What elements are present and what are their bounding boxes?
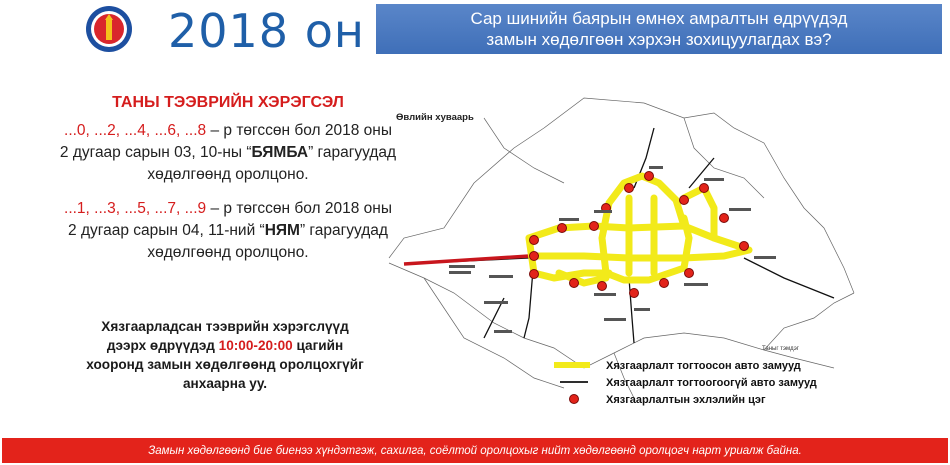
restricted-north-ring xyxy=(609,176,684,226)
legend-restricted: Хязгаарлалт тогтоосон авто замууд xyxy=(606,360,801,372)
odd-plate-rule xyxy=(58,198,398,264)
restricted-peace-avenue xyxy=(534,250,749,258)
start-point xyxy=(680,196,689,205)
start-point xyxy=(700,184,709,193)
start-point xyxy=(660,279,669,288)
region-label: Өвлийн хуваарь xyxy=(396,112,474,123)
start-point xyxy=(625,184,634,193)
start-point xyxy=(590,222,599,231)
unrestricted-road-ne xyxy=(689,158,714,188)
footer-banner: Замын хөдөлгөөнд бие биенээ хүндэтгэж, сахилга, соёлтой оролцохыг нийт хөдөлгөөнд оролцогч нарт уриалж байна. xyxy=(2,438,948,463)
start-point xyxy=(530,252,539,261)
start-point xyxy=(740,242,749,251)
start-point xyxy=(530,270,539,279)
page-title-year: 2018 он xyxy=(168,4,365,58)
banner-line-2: замын хөдөлгөөн хэрхэн зохицуулагдах вэ? xyxy=(486,30,832,49)
note-text-end: цагийн хооронд замын хөдөлгөөнд оролцохгүйг анхаарна уу. xyxy=(86,338,364,391)
legend-start-point: Хязгаарлалтын эхлэлийн цэг xyxy=(606,394,766,406)
legend-start-point-icon xyxy=(570,395,579,404)
vehicle-rules xyxy=(58,94,398,276)
odd-day: НЯМ xyxy=(264,222,300,239)
even-rule-end: ” гарагуудад хөдөлгөөнд оролцоно. xyxy=(147,144,397,183)
even-plate-rule xyxy=(58,120,398,186)
odd-rule-text: – р төгссөн бол 2018 оны 2 дугаар сарын 04, 11-ний “ xyxy=(68,200,392,239)
west-highway-segment xyxy=(404,256,529,264)
restriction-time: 10:00-20:00 xyxy=(218,338,293,353)
unrestricted-road-center-south xyxy=(629,278,634,343)
start-point xyxy=(720,214,729,223)
start-point xyxy=(570,279,579,288)
start-point xyxy=(685,269,694,278)
time-restriction-note xyxy=(80,317,370,393)
note-text-start: Хязгаарладсан тээврийн хэрэгслүүд дээрх өдрүүдэд xyxy=(101,319,349,353)
restricted-center-ring xyxy=(602,203,689,280)
odd-digits: ...1, ...3, ...5, ...7, ...9 xyxy=(64,200,207,217)
start-point xyxy=(630,289,639,298)
start-point xyxy=(558,224,567,233)
vehicle-title: ТАНЫ ТЭЭВРИЙН ХЭРЭГСЭЛ xyxy=(112,94,344,111)
road-restriction-map xyxy=(384,88,904,418)
even-rule-text: – р төгссөн бол 2018 оны 2 дугаар сарын 03, 10-ны “ xyxy=(59,122,392,161)
map-legend xyxy=(554,360,817,406)
even-day: БЯМБА xyxy=(251,144,309,161)
place-label: Таныг тэмдэг xyxy=(762,346,799,352)
header-banner xyxy=(376,4,942,54)
start-point xyxy=(598,282,607,291)
unrestricted-road-east xyxy=(744,258,834,298)
legend-unrestricted: Хязгаарлалт тогтоогоогүй авто замууд xyxy=(606,377,817,389)
start-point xyxy=(530,236,539,245)
even-digits: ...0, ...2, ...4, ...6, ...8 xyxy=(64,122,207,139)
odd-rule-end: ” гарагуудад хөдөлгөөнд оролцоно. xyxy=(147,222,388,261)
police-emblem-logo xyxy=(84,4,134,54)
banner-line-1: Сар шинийн баярын өмнөх амралтын өдрүүдэд xyxy=(470,9,848,28)
start-point xyxy=(645,172,654,181)
